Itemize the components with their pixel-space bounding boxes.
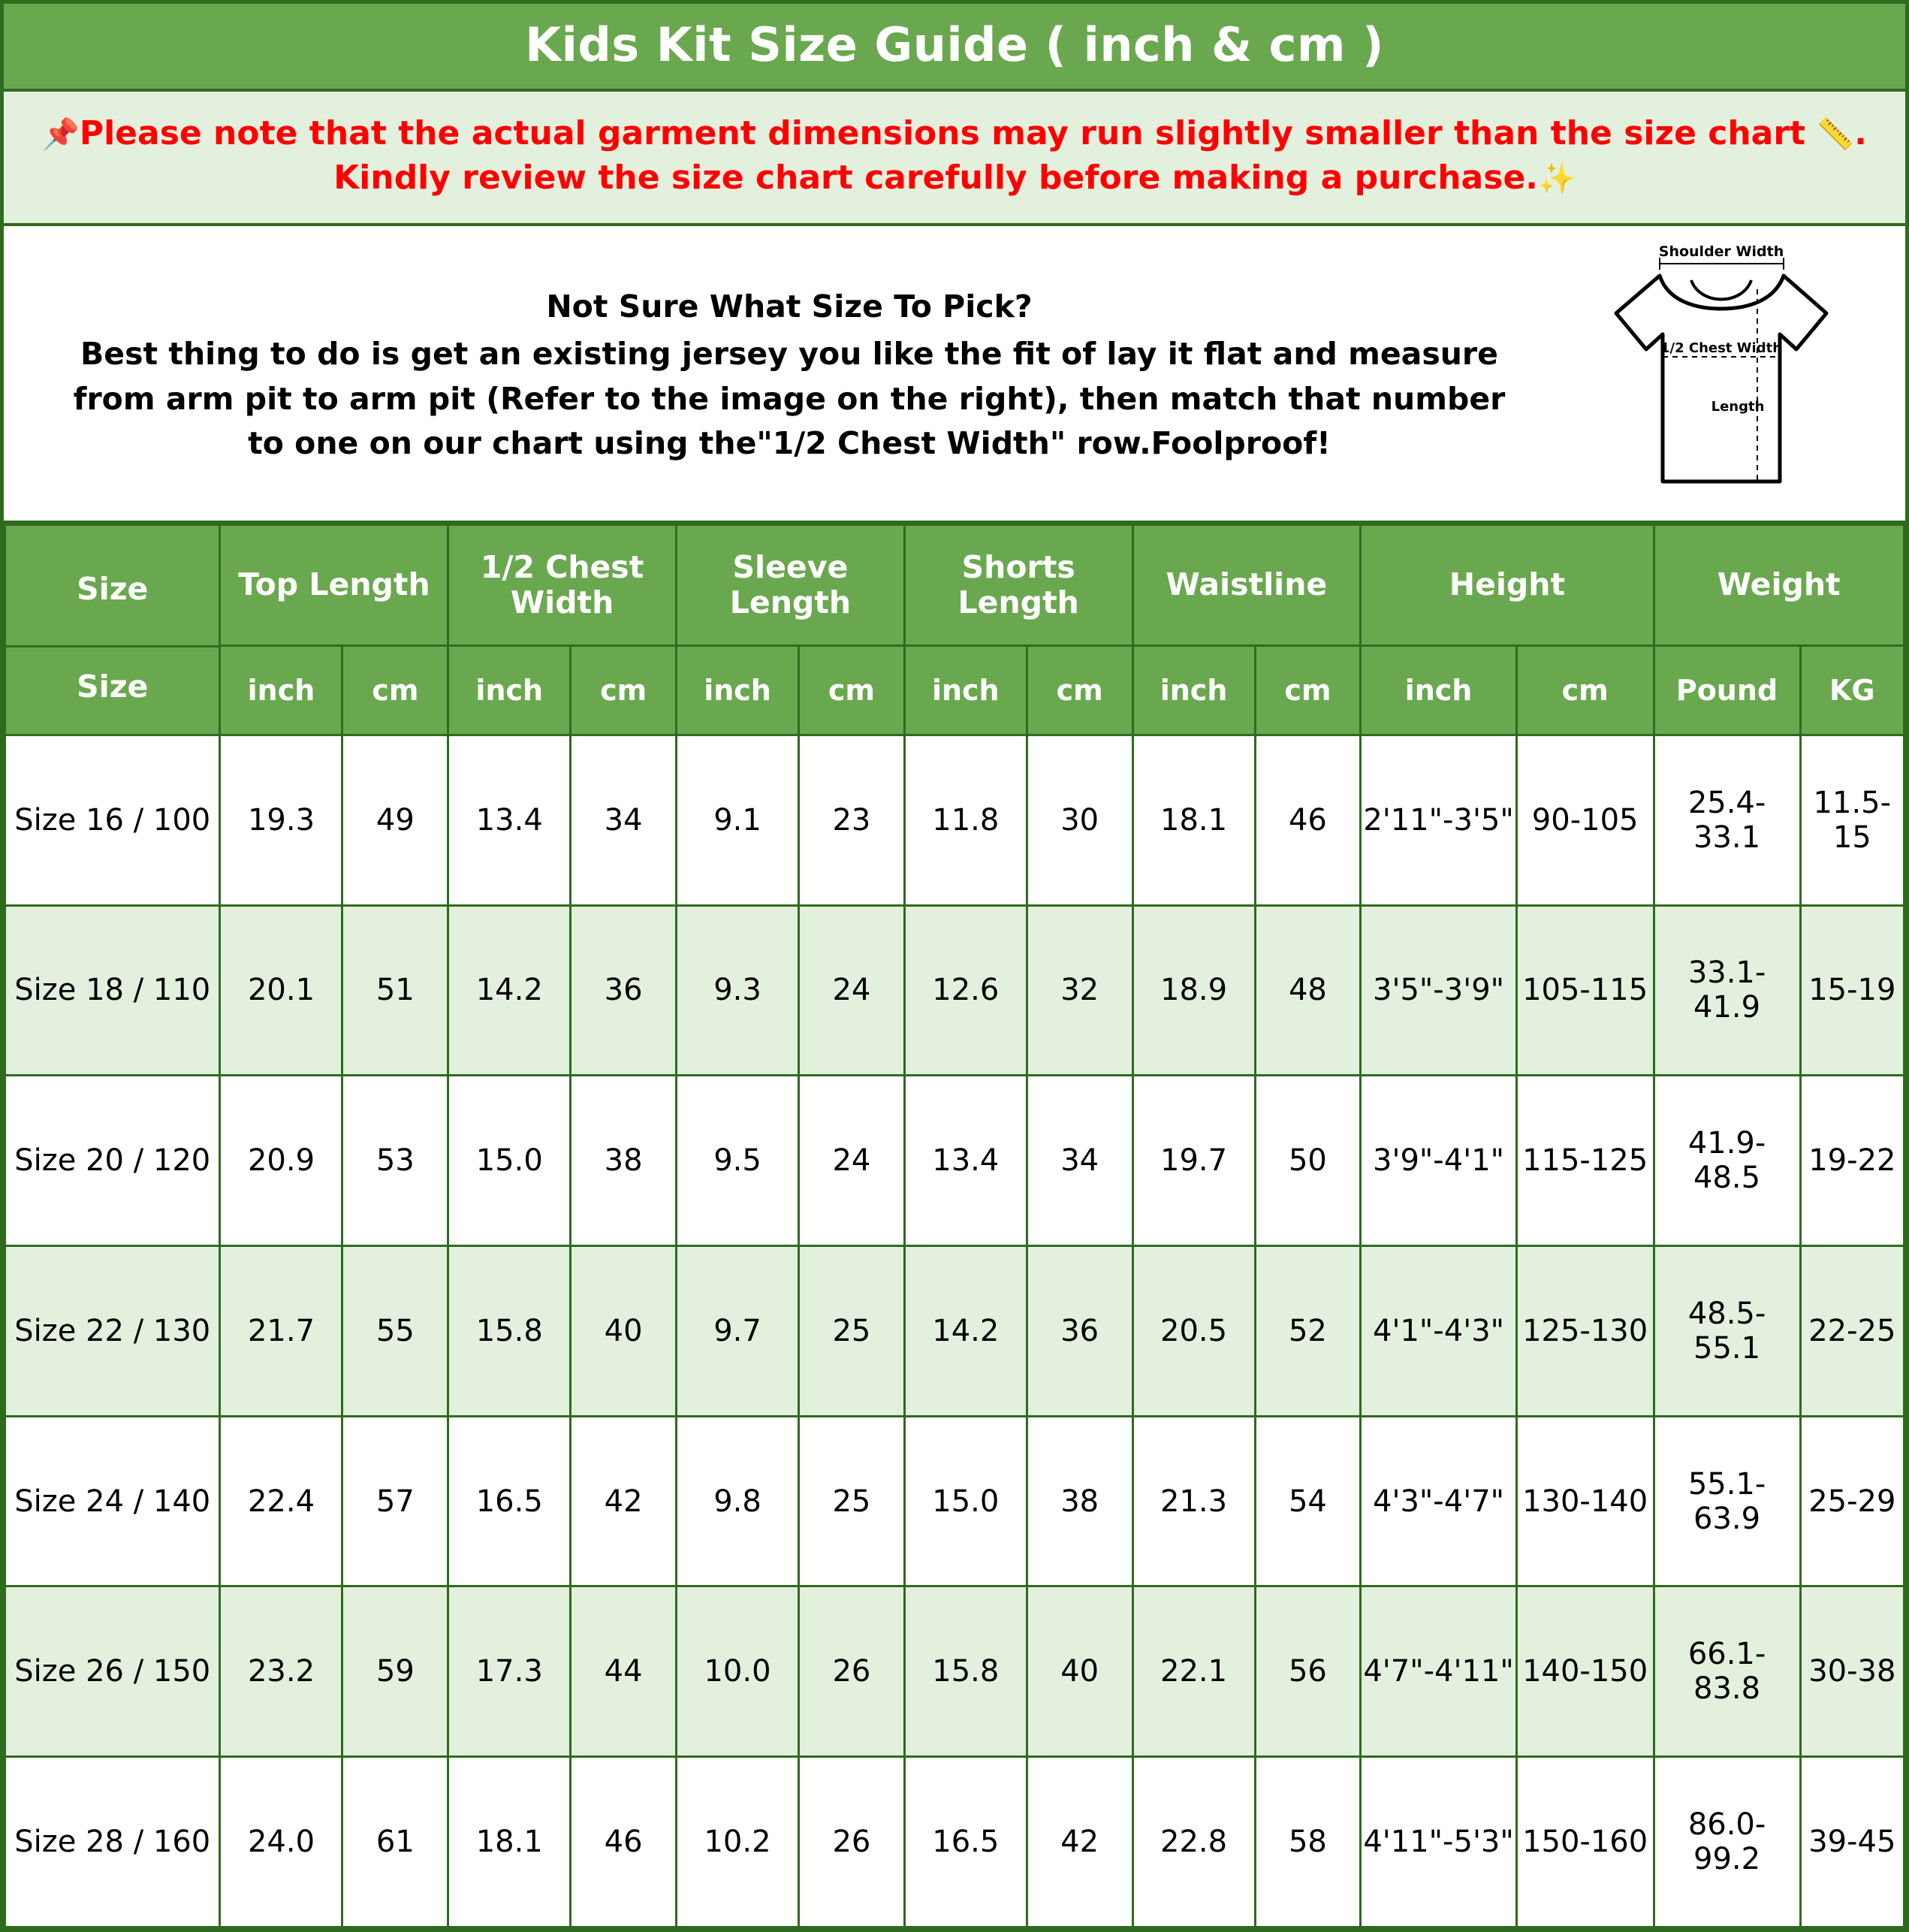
cell-weight-kg: 25-29	[1800, 1416, 1904, 1586]
cell-weight-pound: 55.1-63.9	[1654, 1416, 1800, 1586]
unit-top-length-cm: cm	[342, 645, 448, 735]
header-half-chest-width: 1/2 Chest Width	[448, 524, 677, 645]
cell-shorts-inch: 11.8	[904, 735, 1027, 905]
cell-weight-kg: 19-22	[1800, 1076, 1904, 1246]
pin-icon: 📌	[42, 117, 80, 152]
cell-sleeve-cm: 25	[799, 1416, 905, 1586]
group-header-row	[5, 524, 1904, 645]
cell-waist-cm: 50	[1255, 1076, 1361, 1246]
cell-waist-inch: 22.8	[1132, 1757, 1255, 1927]
cell-shorts-cm: 36	[1027, 1246, 1132, 1417]
cell-chest-inch: 15.0	[448, 1076, 571, 1246]
cell-chest-inch: 18.1	[448, 1757, 571, 1927]
cell-waist-cm: 46	[1255, 735, 1361, 905]
cell-sleeve-cm: 24	[799, 905, 905, 1076]
cell-waist-inch: 18.1	[1132, 735, 1255, 905]
cell-top-length-cm: 59	[342, 1586, 448, 1757]
help-text	[11, 285, 1560, 466]
table-row	[5, 1076, 1904, 1246]
cell-size: Size 20 / 120	[5, 1076, 220, 1246]
cell-shorts-inch: 15.0	[904, 1416, 1027, 1586]
cell-waist-cm: 48	[1255, 905, 1361, 1076]
tshirt-diagram	[1560, 244, 1898, 507]
cell-height-cm: 115-125	[1516, 1076, 1654, 1246]
cell-shorts-inch: 15.8	[904, 1586, 1027, 1757]
cell-height-cm: 140-150	[1516, 1586, 1654, 1757]
cell-top-length-cm: 61	[342, 1757, 448, 1927]
unit-sleeve-inch: inch	[677, 645, 799, 735]
ruler-icon: 📏	[1817, 117, 1855, 152]
cell-sleeve-cm: 24	[799, 1076, 905, 1246]
help-section	[4, 226, 1905, 524]
cell-top-length-inch: 23.2	[220, 1586, 342, 1757]
cell-height-cm: 105-115	[1516, 905, 1654, 1076]
unit-chest-inch: inch	[448, 645, 571, 735]
unit-sleeve-cm: cm	[799, 645, 905, 735]
cell-waist-inch: 19.7	[1132, 1076, 1255, 1246]
cell-waist-cm: 58	[1255, 1757, 1361, 1927]
cell-weight-pound: 48.5-55.1	[1654, 1246, 1800, 1417]
cell-chest-inch: 13.4	[448, 735, 571, 905]
cell-waist-cm: 52	[1255, 1246, 1361, 1417]
unit-shorts-cm: cm	[1027, 645, 1132, 735]
cell-sleeve-cm: 26	[799, 1586, 905, 1757]
cell-shorts-inch: 13.4	[904, 1076, 1027, 1246]
table-head	[5, 524, 1904, 735]
cell-chest-inch: 16.5	[448, 1416, 571, 1586]
unit-header-row	[5, 645, 1904, 735]
unit-height-cm: cm	[1516, 645, 1654, 735]
cell-shorts-cm: 32	[1027, 905, 1132, 1076]
unit-height-inch: inch	[1361, 645, 1516, 735]
cell-height-inch: 4'11"-5'3"	[1361, 1757, 1516, 1927]
cell-sleeve-inch: 10.2	[677, 1757, 799, 1927]
cell-height-inch: 4'1"-4'3"	[1361, 1246, 1516, 1417]
cell-height-inch: 4'7"-4'11"	[1361, 1586, 1516, 1757]
tshirt-measurement-icon	[1571, 244, 1871, 507]
cell-top-length-inch: 20.9	[220, 1076, 342, 1246]
cell-top-length-cm: 51	[342, 905, 448, 1076]
header-size: Size Size	[5, 524, 220, 735]
cell-height-cm: 125-130	[1516, 1246, 1654, 1417]
svg-text:Length: Length	[1711, 398, 1765, 415]
cell-top-length-inch: 22.4	[220, 1416, 342, 1586]
cell-height-inch: 2'11"-3'5"	[1361, 735, 1516, 905]
cell-top-length-inch: 20.1	[220, 905, 342, 1076]
unit-weight-kg: KG	[1800, 645, 1904, 735]
cell-weight-pound: 86.0-99.2	[1654, 1757, 1800, 1927]
cell-top-length-cm: 55	[342, 1246, 448, 1417]
header-top-length: Top Length	[220, 524, 448, 645]
unit-chest-cm: cm	[571, 645, 677, 735]
table-row	[5, 1757, 1904, 1927]
table-row	[5, 1416, 1904, 1586]
cell-chest-cm: 44	[571, 1586, 677, 1757]
cell-height-inch: 3'9"-4'1"	[1361, 1076, 1516, 1246]
help-line-1: Best thing to do is get an existing jersey you like the fit of lay it flat and measure	[80, 336, 1498, 373]
cell-sleeve-cm: 25	[799, 1246, 905, 1417]
cell-shorts-cm: 30	[1027, 735, 1132, 905]
cell-shorts-inch: 14.2	[904, 1246, 1027, 1417]
cell-shorts-inch: 12.6	[904, 905, 1027, 1076]
help-line-3: to one on our chart using the"1/2 Chest Width" row.Foolproof!	[248, 425, 1331, 462]
cell-waist-inch: 21.3	[1132, 1416, 1255, 1586]
cell-top-length-inch: 24.0	[220, 1757, 342, 1927]
cell-weight-pound: 25.4-33.1	[1654, 735, 1800, 905]
cell-chest-inch: 14.2	[448, 905, 571, 1076]
cell-waist-inch: 20.5	[1132, 1246, 1255, 1417]
cell-size: Size 24 / 140	[5, 1416, 220, 1586]
header-sleeve-length: Sleeve Length	[677, 524, 905, 645]
cell-shorts-cm: 38	[1027, 1416, 1132, 1586]
table-row	[5, 735, 1904, 905]
cell-size: Size 22 / 130	[5, 1246, 220, 1417]
cell-sleeve-inch: 9.3	[677, 905, 799, 1076]
table-body	[5, 735, 1904, 1927]
cell-weight-pound: 41.9-48.5	[1654, 1076, 1800, 1246]
cell-top-length-inch: 21.7	[220, 1246, 342, 1417]
cell-waist-cm: 56	[1255, 1586, 1361, 1757]
help-heading: Not Sure What Size To Pick?	[546, 288, 1033, 325]
cell-chest-inch: 17.3	[448, 1586, 571, 1757]
cell-shorts-inch: 16.5	[904, 1757, 1027, 1927]
cell-top-length-inch: 19.3	[220, 735, 342, 905]
warning-note	[4, 89, 1905, 226]
cell-waist-inch: 22.1	[1132, 1586, 1255, 1757]
cell-weight-pound: 33.1-41.9	[1654, 905, 1800, 1076]
cell-top-length-cm: 49	[342, 735, 448, 905]
cell-height-inch: 3'5"-3'9"	[1361, 905, 1516, 1076]
table-row	[5, 1586, 1904, 1757]
note-line-1	[19, 111, 1890, 155]
header-weight: Weight	[1654, 524, 1904, 645]
cell-waist-inch: 18.9	[1132, 905, 1255, 1076]
page-title: Kids Kit Size Guide ( inch & cm )	[4, 4, 1905, 89]
cell-shorts-cm: 34	[1027, 1076, 1132, 1246]
unit-waist-inch: inch	[1132, 645, 1255, 735]
cell-sleeve-inch: 9.5	[677, 1076, 799, 1246]
cell-height-cm: 130-140	[1516, 1416, 1654, 1586]
cell-sleeve-inch: 9.1	[677, 735, 799, 905]
help-line-2: from arm pit to arm pit (Refer to the image on the right), then match that number	[73, 380, 1506, 417]
note-line-2	[19, 155, 1890, 200]
cell-sleeve-inch: 9.7	[677, 1246, 799, 1417]
cell-chest-cm: 36	[571, 905, 677, 1076]
cell-size: Size 16 / 100	[5, 735, 220, 905]
cell-weight-kg: 22-25	[1800, 1246, 1904, 1417]
header-height: Height	[1361, 524, 1654, 645]
unit-weight-pound: Pound	[1654, 645, 1800, 735]
unit-top-length-inch: inch	[220, 645, 342, 735]
note-line-2-text: Kindly review the size chart carefully before making a purchase.	[333, 158, 1538, 198]
cell-top-length-cm: 57	[342, 1416, 448, 1586]
svg-text:1/2 Chest Width: 1/2 Chest Width	[1660, 340, 1783, 356]
sparkles-icon: ✨	[1538, 162, 1576, 197]
cell-shorts-cm: 42	[1027, 1757, 1132, 1927]
cell-height-cm: 90-105	[1516, 735, 1654, 905]
cell-top-length-cm: 53	[342, 1076, 448, 1246]
note-line-1-text: Please note that the actual garment dimensions may run slightly smaller than the size chart	[79, 114, 1806, 153]
table-row	[5, 905, 1904, 1076]
note-line-1-period: .	[1854, 114, 1867, 153]
svg-text:Shoulder Width: Shoulder Width	[1658, 243, 1784, 260]
cell-shorts-cm: 40	[1027, 1586, 1132, 1757]
cell-chest-inch: 15.8	[448, 1246, 571, 1417]
cell-chest-cm: 40	[571, 1246, 677, 1417]
cell-height-cm: 150-160	[1516, 1757, 1654, 1927]
cell-weight-kg: 15-19	[1800, 905, 1904, 1076]
cell-weight-pound: 66.1-83.8	[1654, 1586, 1800, 1757]
size-chart-table	[4, 524, 1905, 1928]
table-row	[5, 1246, 1904, 1417]
cell-weight-kg: 39-45	[1800, 1757, 1904, 1927]
cell-chest-cm: 38	[571, 1076, 677, 1246]
cell-sleeve-inch: 10.0	[677, 1586, 799, 1757]
cell-sleeve-cm: 23	[799, 735, 905, 905]
header-shorts-length: Shorts Length	[904, 524, 1132, 645]
cell-size: Size 28 / 160	[5, 1757, 220, 1927]
cell-size: Size 18 / 110	[5, 905, 220, 1076]
cell-sleeve-cm: 26	[799, 1757, 905, 1927]
cell-chest-cm: 42	[571, 1416, 677, 1586]
cell-weight-kg: 30-38	[1800, 1586, 1904, 1757]
header-waistline: Waistline	[1132, 524, 1361, 645]
cell-chest-cm: 34	[571, 735, 677, 905]
unit-shorts-inch: inch	[904, 645, 1027, 735]
cell-weight-kg: 11.5-15	[1800, 735, 1904, 905]
cell-waist-cm: 54	[1255, 1416, 1361, 1586]
cell-chest-cm: 46	[571, 1757, 677, 1927]
unit-waist-cm: cm	[1255, 645, 1361, 735]
cell-sleeve-inch: 9.8	[677, 1416, 799, 1586]
cell-size: Size 26 / 150	[5, 1586, 220, 1757]
cell-height-inch: 4'3"-4'7"	[1361, 1416, 1516, 1586]
